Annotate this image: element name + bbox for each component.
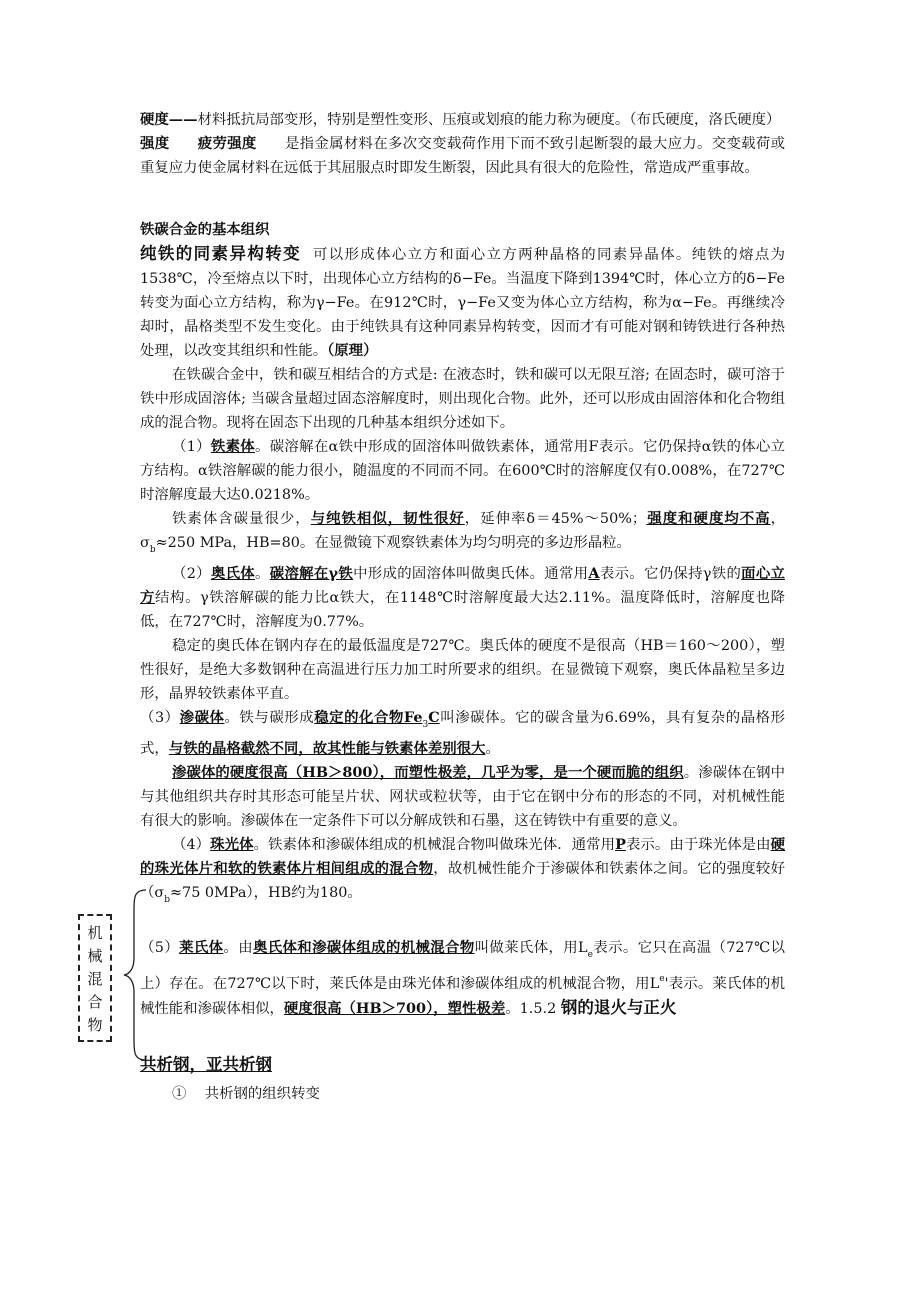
annealing-heading: 钢的退火与正火 [560,998,677,1017]
curly-brace-icon [122,888,150,1062]
ferrite-paragraph: （1）铁素体。碳溶解在α铁中形成的固溶体叫做铁素体，通常用F表示。它仍保持α铁的体心立方结构。α铁溶解碳的能力很小，随温度的不同而不同。在600℃时的溶解度仅有0.008%，在727℃时溶解度最大达0.0218%。 [140,438,785,503]
fatigue-term: 疲劳强度 [197,135,257,152]
pearlite-term: 珠光体 [210,836,254,853]
ferrite-term: 铁素体 [210,438,256,455]
fatigue-paragraph: 强度 疲劳强度 是指金属材料在多次交变载荷作用下而不致引起断裂的最大应力。交变载荷或重复应力使金属材料在远低于其屈服点时即发生断裂，因此具有很大的危险性，常造成严重事故。 [140,135,785,176]
eutectoid-item: ① 共析钢的组织转变 [172,1086,320,1102]
mechanical-mixture-label-box [78,914,112,1042]
section-title: 铁碳合金的基本组织 [140,221,270,238]
austenite-paragraph: （2）奥氏体。碳溶解在γ铁中形成的固溶体叫做奥氏体。通常用A表示。它仍保持γ铁的面心立方结构。γ铁溶解碳的能力比α铁大，在1148℃时溶解度最大达2.11%。温度降低时，溶解度也降低，在727℃时，溶解度为0.77%。 [140,565,785,630]
document-body [140,108,785,1106]
cementite-term: 渗碳体 [179,709,225,726]
ferrite-properties: 铁素体含碳量很少，与纯铁相似，韧性很好，延伸率δ＝45%～50%；强度和硬度均不高，$\sigma_b\approx 250$ MPa，HB=80。在显微镜下观察铁素体为均匀明亮的多边形晶粒。 [140,510,785,555]
allotropy-term: 纯铁的同素异构转变 [140,244,302,263]
hardness-term: 硬度—— [140,111,198,128]
ledeburite-term: 莱氏体 [179,939,224,956]
eutectoid-heading: 共析钢，亚共析钢 [140,1055,272,1074]
intro-paragraph: 在铁碳合金中，铁和碳互相结合的方式是: 在液态时，铁和碳可以无限互溶; 在固态时，碳可溶于铁中形成固溶体; 当碳含量超过固态溶解度时，则出现化合物。此外，还可以形成由固溶体和化合物组成的混合物。现将在固态下出现的几种基本组织分述如下。 [140,367,785,431]
austenite-term: 奥氏体 [210,565,256,582]
ledeburite-paragraph: （5）莱氏体。由奥氏体和渗碳体组成的机械混合物叫做莱氏体，用$L_e$表示。它只在高温（727℃以上）存在。在727℃以下时，莱氏体是由珠光体和渗碳体组成的机械混合物，用Le'表示。莱氏体的机械性能和渗碳体相似，硬度很高（HB＞700），塑性极差。1.5.2 钢的退火与正火 [140,939,786,1017]
cementite-paragraph: （3）渗碳体。铁与碳形成稳定的化合物$Fe_3C$叫渗碳体。它的碳含量为6.69%，具有复杂的晶格形式，与铁的晶格截然不同，故其性能与铁素体差别很大。 [140,709,785,757]
hardness-paragraph: 硬度——材料抵抗局部变形，特别是塑性变形、压痕或划痕的能力称为硬度。（布氏硬度，洛氏硬度） [140,111,781,128]
pearlite-paragraph: （4）珠光体。铁素体和渗碳体组成的机械混合物叫做珠光体．通常用P表示。由于珠光体是由硬的珠光体片和软的铁素体片相间组成的混合物，故机械性能介于渗碳体和铁素体之间。它的强度较好（$\sigma_b\approx 75$ 0MPa），HB约为180。 [140,836,785,905]
mechanical-mixture-label: 机 械 混 合 物 [87,924,103,1034]
austenite-properties: 稳定的奥氏体在钢内存在的最低温度是727℃。奥氏体的硬度不是很高（HB＝160～200），塑性很好，是绝大多数钢种在高温进行压力加工时所要求的组织。在显微镜下观察，奥氏体晶粒呈多边形，晶界较铁素体平直。 [140,638,785,702]
allotropy-paragraph: 纯铁的同素异构转变 可以形成体心立方和面心立方两种晶格的同素异晶体。纯铁的熔点为1538℃，冷至熔点以下时，出现体心立方结构的δ−Fe。当温度下降到1394℃时，体心立方的δ−Fe转变为面心立方结构，称为γ−Fe。在912℃时，γ−Fe又变为体心立方结构，称为α−Fe。再继续冷却时，晶格类型不发生变化。由于纯铁具有这种同素异构转变，因而才有可能对钢和铸铁进行各种热处理，以改变其组织和性能。（原理） [140,244,785,359]
cementite-properties: 渗碳体的硬度很高（HB＞800），而塑性极差，几乎为零，是一个硬而脆的组织。渗碳体在钢中与其他组织共存时其形态可能呈片状、网状或粒状等，由于它在钢中分布的形态的不同，对机械性能有很大的影响。渗碳体在一定条件下可以分解成铁和石墨，这在铸铁中有重要的意义。 [140,764,785,829]
